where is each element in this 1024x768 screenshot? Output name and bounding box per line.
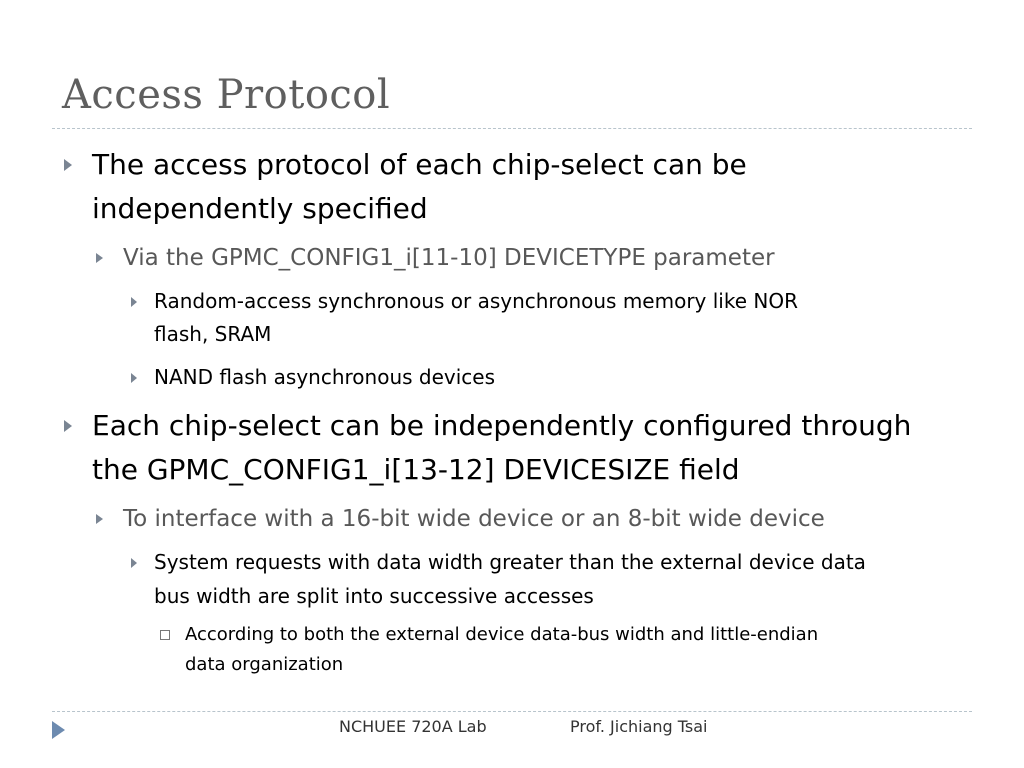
square-bullet-icon [160, 630, 170, 640]
triangle-bullet-icon [131, 297, 137, 307]
triangle-bullet-icon [96, 514, 103, 524]
bullet-text-line: flash, SRAM [154, 322, 272, 346]
footer-lab: NCHUEE 720A Lab [339, 717, 487, 736]
footer-divider [52, 711, 972, 712]
bullet-text-line: the GPMC_CONFIG1_i[13-12] DEVICESIZE field [92, 453, 740, 486]
bullet-text-line: data organization [185, 654, 344, 675]
bullet-text-line: According to both the external device data-bus width and little-endian [185, 624, 819, 645]
bullet-text-line: bus width are split into successive accesses [154, 584, 594, 608]
triangle-bullet-icon [64, 159, 72, 171]
play-arrow-icon [52, 721, 65, 739]
bullet-text-line: NAND flash asynchronous devices [154, 365, 496, 389]
bullet-text-line: System requests with data width greater than the external device data [154, 550, 866, 574]
slide-title: Access Protocol [62, 72, 391, 118]
triangle-bullet-icon [131, 558, 137, 568]
title-divider [52, 128, 972, 129]
bullet-text-line: Each chip-select can be independently configured through [92, 409, 912, 442]
bullet-text-line: To interface with a 16-bit wide device or an 8-bit wide device [123, 506, 825, 532]
bullet-text-line: Random-access synchronous or asynchronous memory like NOR [154, 289, 798, 313]
triangle-bullet-icon [131, 373, 137, 383]
footer-author: Prof. Jichiang Tsai [570, 717, 708, 736]
bullet-text-line: independently specified [92, 192, 428, 225]
triangle-bullet-icon [64, 420, 72, 432]
bullet-text-line: Via the GPMC_CONFIG1_i[11-10] DEVICETYPE parameter [123, 245, 775, 271]
bullet-text-line: The access protocol of each chip-select can be [92, 148, 747, 181]
triangle-bullet-icon [96, 253, 103, 263]
